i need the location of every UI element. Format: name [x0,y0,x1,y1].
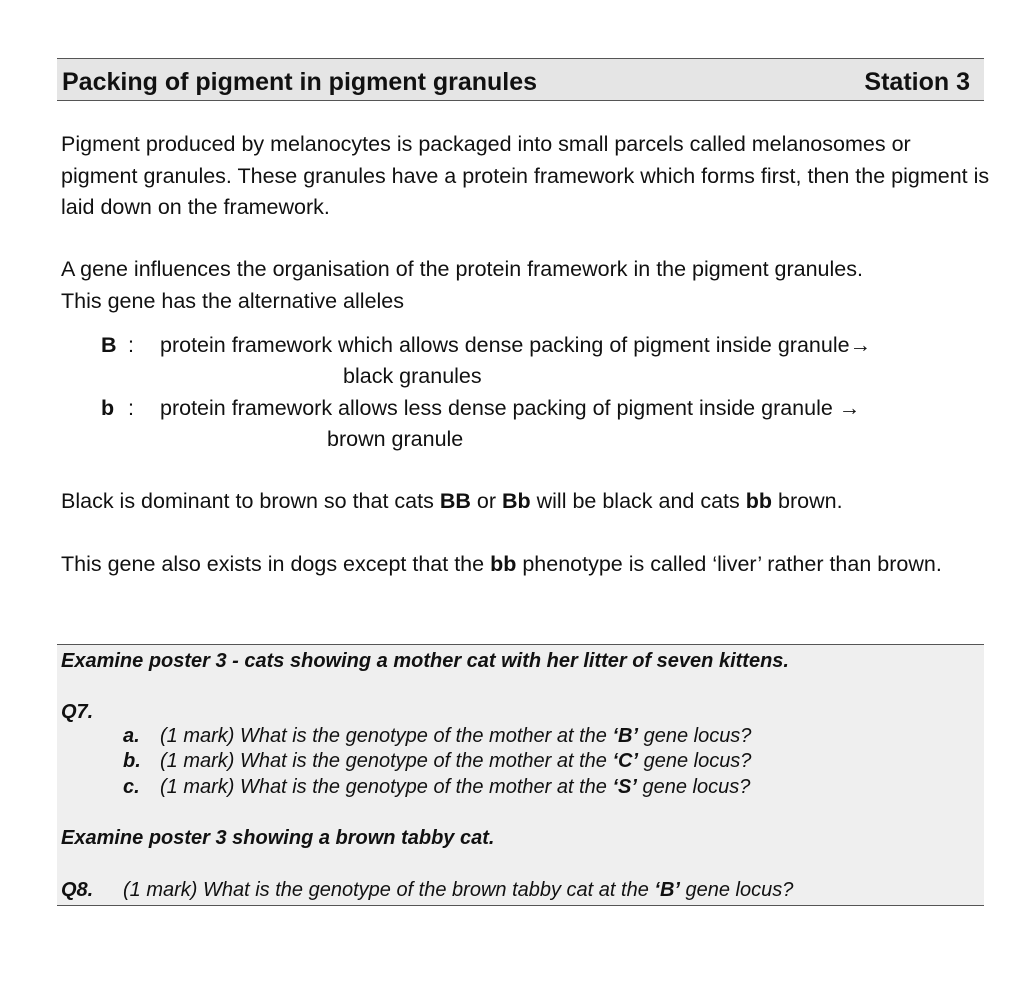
text-run: This gene also exists in dogs except that the [61,552,491,576]
allele-description: protein framework allows less dense packing of pigment inside granule → [160,396,861,420]
dominance-paragraph [61,486,991,518]
allele-symbol: B [101,333,117,357]
page-title: Packing of pigment in pigment granules [62,68,538,96]
allele-result: black granules [343,364,482,388]
q8-text [123,879,793,902]
examine-instruction-1: Examine poster 3 - cats showing a mother cat with her litter of seven kittens. [61,650,789,672]
text-run: gene locus? [679,879,794,901]
dogs-paragraph [61,549,991,581]
intro-paragraph: Pigment produced by melanocytes is packaged into small parcels called melanosomes or pigment granules. These granules have a protein framework which forms first, then the pigment is laid down on the framework. [61,132,990,219]
genotype-Bb: Bb [501,489,531,513]
allele-B [0,330,1024,392]
question-box [57,644,984,906]
q8-label: Q8. [61,879,94,901]
allele-colon: : [128,396,134,420]
gene-paragraph [61,254,991,317]
allele-description: protein framework which allows dense packing of pigment inside granule→ [160,333,872,357]
text-run: (1 mark) What is the genotype of the brown tabby cat at the [123,879,655,901]
q7-label: Q7. [61,701,94,723]
q7a-text [160,725,751,748]
text-run: (1 mark) What is the genotype of the mother at the [160,725,613,747]
q7b-label: b. [123,750,141,772]
text-run: gene locus? [636,776,751,798]
locus-label: ‘B’ [654,879,680,901]
examine-instruction-2: Examine poster 3 showing a brown tabby cat. [61,827,495,849]
text-run: or [470,489,502,513]
gene-paragraph-line1: A gene influences the organisation of the protein framework in the pigment granules. [61,257,863,281]
q7c-text [160,776,750,799]
allele-result: brown granule [327,427,464,451]
allele-b [0,393,1024,455]
gene-paragraph-line2: This gene has the alternative alleles [61,288,405,313]
q7b-text [160,750,751,773]
locus-label: ‘B’ [612,725,639,747]
text-run: will be black and cats [530,489,746,513]
text-run: gene locus? [638,725,752,747]
locus-label: ‘S’ [612,776,637,798]
text-run: (1 mark) What is the genotype of the mother at the [160,750,613,772]
text-run: brown. [772,489,843,513]
allele-symbol: b [101,396,115,420]
text-run: Black is dominant to brown so that cats [61,489,440,513]
locus-label: ‘C’ [612,750,639,772]
genotype-bb: bb [745,489,773,513]
genotype-bb: bb [490,552,517,576]
text-run: phenotype is called ‘liver’ rather than brown. [516,552,942,576]
allele-colon: : [128,333,134,357]
q7a-label: a. [123,725,140,747]
station-label: Station 3 [864,68,970,96]
text-run: gene locus? [638,750,752,772]
genotype-BB: BB [439,489,471,513]
q7c-label: c. [123,776,140,798]
text-run: (1 mark) What is the genotype of the mother at the [160,776,613,798]
section-header [57,58,984,101]
